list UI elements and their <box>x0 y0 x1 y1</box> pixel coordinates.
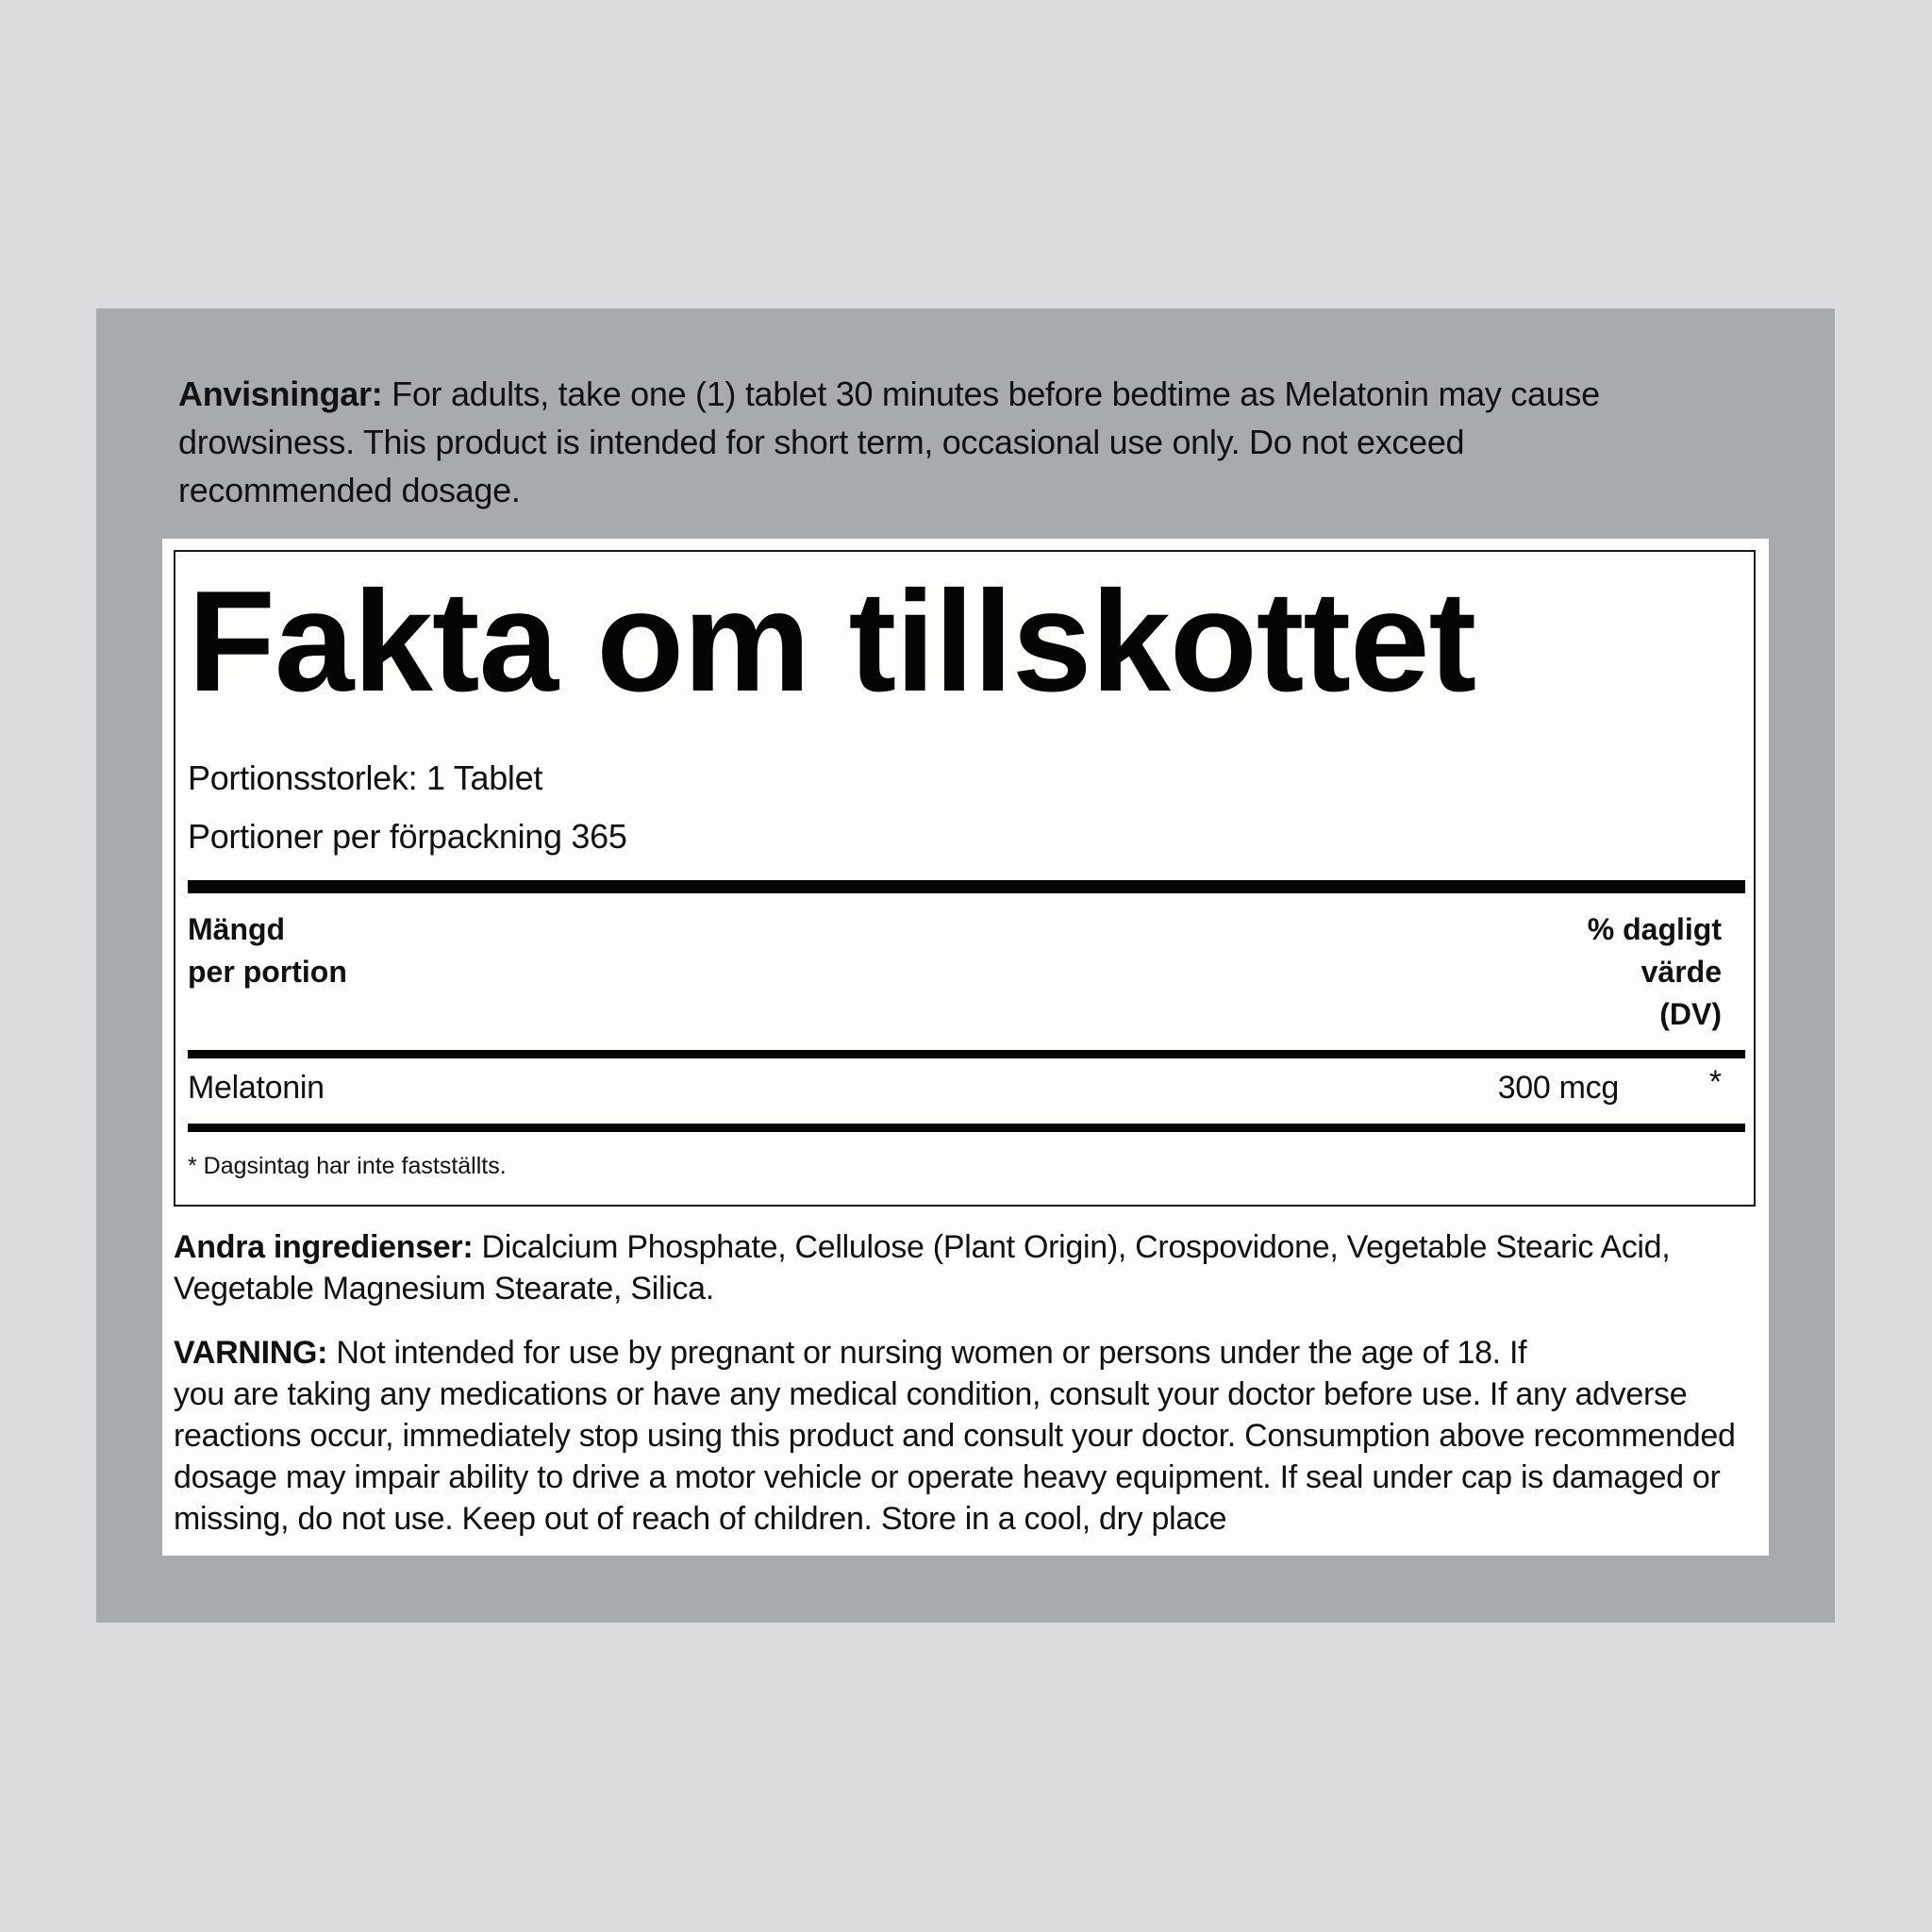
warning-text: you are taking any medications or have any medical condition, consult your doctor before use. If any adverse reactions occur, immediately stop using this product and consult your doctor. Consumption above recommended dosage may impair ability to drive a motor vehicle or operate heavy equipment. If seal under cap is damaged or missing, do not use. Keep out of reach of children. Store in a cool, dry place <box>174 1376 1736 1537</box>
daily-value-header: % dagligt värde (DV) <box>1587 912 1722 1031</box>
divider-medium <box>188 1050 1745 1058</box>
facts-title: Fakta om tillskottet <box>188 561 1476 722</box>
warning-paragraph <box>174 1332 1758 1540</box>
directions-label: Anvisningar: <box>178 375 383 413</box>
serving-size: Portionsstorlek: 1 Tablet <box>188 758 543 797</box>
servings-per-container: Portioner per förpackning 365 <box>188 817 627 856</box>
nutrient-amount: 300 mcg <box>1497 1070 1619 1106</box>
warning-label: VARNING: <box>174 1335 328 1371</box>
other-ingredients-paragraph <box>174 1226 1740 1309</box>
nutrient-daily-value: * <box>1708 1064 1722 1100</box>
directions-paragraph <box>178 370 1650 514</box>
supplement-facts-box <box>174 550 1756 1207</box>
divider-medium <box>188 1124 1745 1132</box>
directions-text: For adults, take one (1) tablet 30 minutes before bedtime as Melatonin may cause drowsiness. This product is intended for short term, occasional use only. Do not exceed recommended dosage. <box>178 375 1600 509</box>
nutrient-name: Melatonin <box>188 1070 325 1106</box>
divider-thick <box>188 880 1745 893</box>
other-ingredients-label: Andra ingredienser: <box>174 1229 474 1265</box>
other-ingredients-text: Dicalcium Phosphate, Cellulose (Plant Origin), Crospovidone, Vegetable Stearic Acid, Vegetable Magnesium Stearate, Silica. <box>174 1229 1671 1307</box>
daily-value-footnote: * Dagsintag har inte fastställts. <box>188 1153 507 1179</box>
amount-per-serving-header: Mängd per portion <box>188 912 347 989</box>
warning-first-line: Not intended for use by pregnant or nursing women or persons under the age of 18. If <box>327 1335 1527 1371</box>
